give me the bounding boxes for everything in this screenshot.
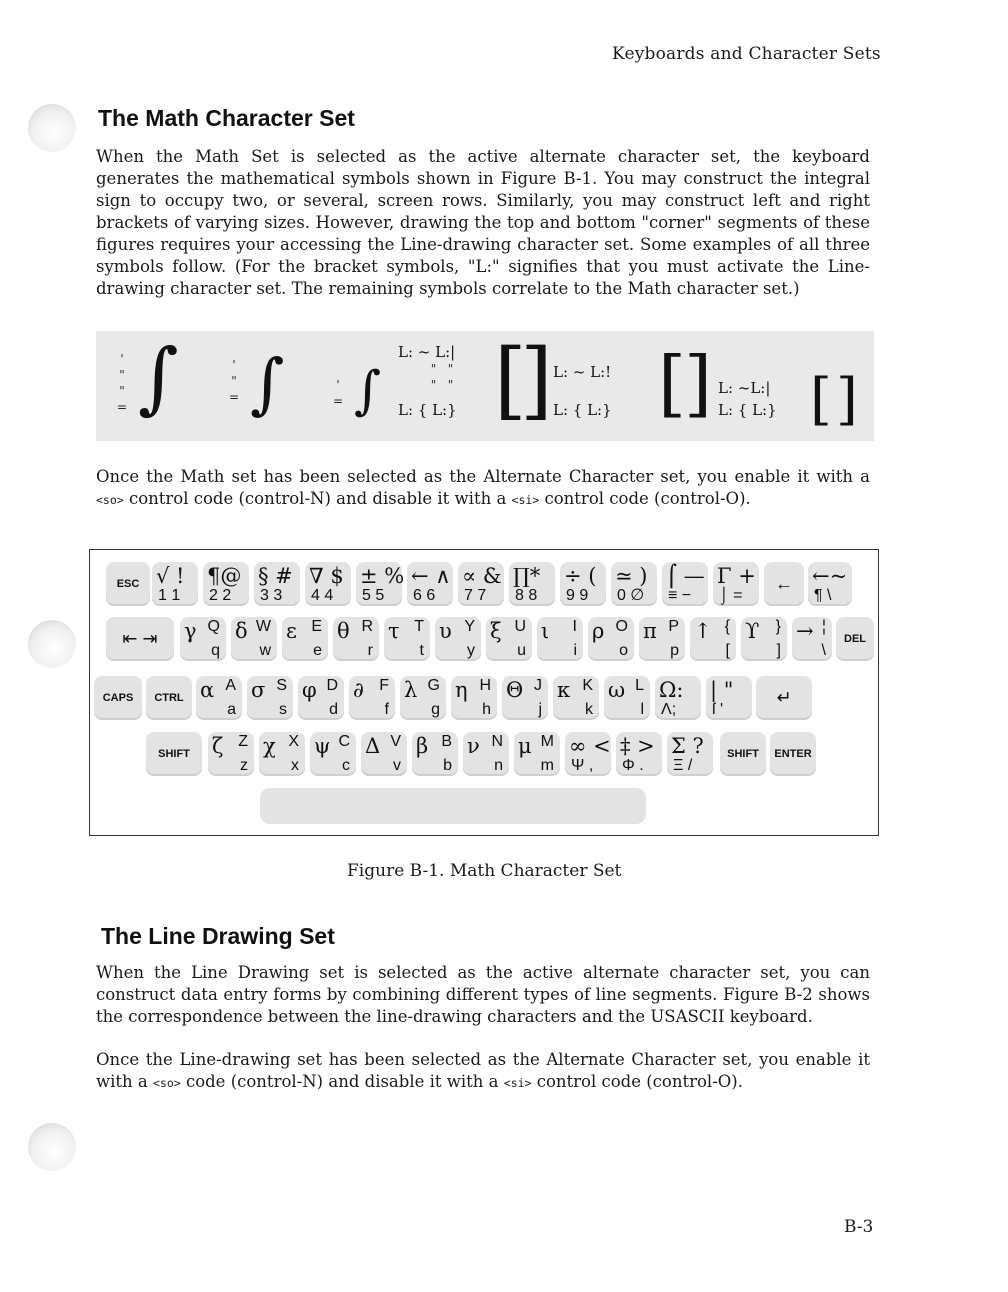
bracket-right-large: ]	[520, 331, 553, 429]
key-lower: l	[640, 701, 644, 718]
key-symbol-row2-0[interactable]	[106, 617, 174, 661]
key-glyph: δ	[235, 619, 248, 643]
key-upper: I	[572, 618, 577, 635]
key-symbol-row1-2[interactable]	[203, 562, 249, 606]
si-code: <si>	[511, 493, 540, 507]
key-lower: w	[259, 642, 271, 659]
bracket-label-top-3: L: ~L:|	[718, 379, 771, 397]
key-lower: b	[443, 757, 452, 774]
key-symbol-row1-4[interactable]	[305, 562, 351, 606]
key-glyph: ≃ )	[615, 564, 648, 588]
key-glyph: ι	[541, 619, 550, 643]
key-lower: f	[384, 701, 389, 718]
key-upper: {	[724, 618, 730, 635]
key-glyph: υ	[439, 619, 452, 643]
key-glyph: ∞ <	[569, 734, 611, 758]
key-upper: D	[326, 677, 338, 694]
key-t[interactable]	[384, 617, 430, 661]
key-b[interactable]	[412, 732, 458, 776]
key-u[interactable]	[486, 617, 532, 661]
key-n[interactable]	[463, 732, 509, 776]
key-lower: n	[494, 757, 503, 774]
bracket-label-top-2: L: ~ L:!	[553, 363, 612, 381]
key-i[interactable]	[537, 617, 583, 661]
key-glyph: ξ	[490, 619, 502, 643]
key-glyph: ¶@	[207, 564, 242, 588]
key-lower: ¶ \	[814, 587, 832, 604]
key-glyph: ⌠ —	[666, 564, 705, 588]
key-symbol-row1-1[interactable]	[152, 562, 198, 606]
key-v[interactable]	[361, 732, 407, 776]
bracket-quotes-1: " " " "	[430, 362, 454, 392]
key-enter[interactable]	[770, 732, 816, 776]
section-title-line-drawing: The Line Drawing Set	[101, 923, 335, 949]
key-symbol-row1-3[interactable]	[254, 562, 300, 606]
key-g[interactable]	[400, 676, 446, 720]
key-lower: x	[291, 757, 299, 774]
key-glyph: ∝ &	[462, 564, 502, 588]
key-glyph: Δ	[365, 734, 381, 758]
spacebar-key[interactable]	[260, 788, 646, 824]
key-glyph: ∇ $	[309, 564, 344, 588]
key-d[interactable]	[298, 676, 344, 720]
key-lower: ſ '	[712, 701, 724, 718]
key-lower: 1 1	[158, 587, 181, 604]
key-upper: J	[534, 677, 542, 694]
key-glyph: ↵	[776, 687, 792, 708]
key-glyph: ÷ (	[564, 564, 597, 588]
key-lower: \	[821, 642, 826, 659]
key-upper: M	[540, 733, 554, 750]
si-code-2: <si>	[503, 1076, 532, 1090]
key-glyph: ω	[608, 678, 626, 702]
key-lower: z	[240, 757, 248, 774]
key-shift[interactable]	[720, 732, 766, 776]
line-drawing-paragraph: When the Line Drawing set is selected as the active alternate character set, you can construct data entry forms by combining different types of line segments. Figure B-2 shows the correspondence between the line-drawing characters and the USASCII keyboard.	[96, 963, 870, 1026]
integral-glyph-2: ∫	[250, 345, 285, 422]
key-glyph: π	[643, 619, 657, 643]
key-glyph: √ !	[156, 564, 185, 588]
key-upper: U	[514, 618, 526, 635]
key-l[interactable]	[604, 676, 650, 720]
figure-caption: Figure B-1. Math Character Set	[347, 861, 622, 881]
key-glyph: ν	[467, 734, 480, 758]
key-upper: Y	[464, 618, 475, 635]
key-symbol-row4-9[interactable]	[616, 732, 662, 776]
key-glyph: α	[200, 678, 215, 702]
math-intro-paragraph: When the Math Set is selected as the active alternate character set, the keyboard generates the mathematical symbols shown in Figure B-1. You may construct the integral sign to occupy two, or several, screen rows. Similarly, you may construct left and right brackets of varying sizes. However, drawing the top and bottom "corner" segments of these figures requires your accessing the Line-drawing character set. Some examples of all three symbols follow. (For the bracket symbols, "L:" signifies that you must activate the Line-drawing character set. The remaining symbols correlate to the Math character set.)	[96, 147, 870, 298]
key-lower: 0 ∅	[617, 587, 645, 604]
key-q[interactable]	[180, 617, 226, 661]
bracket-left-small: [	[810, 367, 832, 432]
key-lower: c	[342, 757, 350, 774]
key-lower: h	[482, 701, 491, 718]
key-glyph: ← ∧	[411, 564, 451, 588]
key-upper: W	[255, 618, 271, 635]
key-upper: X	[288, 733, 299, 750]
key-glyph: η	[455, 678, 468, 702]
integral-parts-2: ' " =	[228, 358, 240, 404]
key-upper: K	[582, 677, 593, 694]
key-upper: E	[311, 618, 322, 635]
key-upper: T	[414, 618, 424, 635]
key-glyph: § #	[258, 564, 293, 588]
key-h[interactable]	[451, 676, 497, 720]
punch-hole-bottom	[28, 1123, 76, 1171]
key-lower: [	[725, 642, 730, 659]
key-lower: o	[619, 642, 628, 659]
punch-hole-middle	[28, 620, 76, 668]
key-j[interactable]	[502, 676, 548, 720]
key-label: ENTER	[774, 748, 812, 760]
key-label: SHIFT	[158, 748, 190, 760]
key-glyph: ←~	[812, 564, 848, 588]
key-lower: Ψ ,	[571, 757, 594, 774]
key-glyph: μ	[518, 734, 532, 758]
key-upper: F	[379, 677, 389, 694]
key-lower: k	[585, 701, 593, 718]
key-a[interactable]	[196, 676, 242, 720]
key-lower: r	[367, 642, 373, 659]
key-glyph: β	[416, 734, 429, 758]
key-label: ESC	[116, 578, 140, 590]
key-w[interactable]	[231, 617, 277, 661]
key-symbol-row4-8[interactable]	[565, 732, 611, 776]
key-glyph: Θ	[506, 678, 524, 702]
bracket-label-bottom-1: L: { L:}	[398, 401, 457, 419]
key-upper: A	[225, 677, 236, 694]
key-glyph: ←	[775, 573, 793, 594]
key-glyph: κ	[557, 678, 571, 702]
bracket-left-medium: [	[658, 341, 687, 425]
key-f[interactable]	[349, 676, 395, 720]
bracket-label-bottom-2: L: { L:}	[553, 401, 612, 419]
key-upper: P	[668, 618, 679, 635]
key-symbol-row1-12[interactable]	[713, 562, 759, 606]
key-symbol-row3-13[interactable]	[756, 676, 812, 720]
key-ctrl[interactable]	[146, 676, 192, 720]
key-glyph: τ	[388, 619, 400, 643]
key-glyph: ρ	[592, 619, 605, 643]
key-[interactable]	[690, 617, 736, 661]
key-c[interactable]	[310, 732, 356, 776]
key-upper: Z	[238, 733, 248, 750]
key-symbol-row1-6[interactable]	[407, 562, 453, 606]
key-symbol-row3-12[interactable]	[706, 676, 752, 720]
key-upper: G	[427, 677, 440, 694]
key-lower: 7 7	[464, 587, 487, 604]
key-lower: Φ .	[622, 757, 644, 774]
key-lower: t	[419, 642, 424, 659]
key-glyph: θ	[337, 619, 350, 643]
key-esc[interactable]	[106, 562, 150, 606]
bracket-left-large: [	[494, 331, 527, 429]
key-glyph: Γ +	[717, 564, 756, 588]
key-lower: m	[540, 757, 554, 774]
key-lower: ≡ −	[668, 587, 692, 604]
key-glyph: φ	[302, 678, 317, 702]
key-glyph: | "	[710, 678, 734, 702]
bracket-right-small: ]	[836, 367, 858, 432]
key-glyph: →	[796, 619, 814, 643]
line-drawing-enable-paragraph: Once the Line-drawing set has been selected as the Alternate Character set, you enable it with a <so> code (control-N) and disable it with a <si> control code (control-O).	[96, 1050, 870, 1091]
key-r[interactable]	[333, 617, 379, 661]
key-upper: C	[338, 733, 350, 750]
key-z[interactable]	[208, 732, 254, 776]
integral-parts-3: ' =	[332, 378, 344, 408]
key-symbol-row1-5[interactable]	[356, 562, 405, 606]
key-upper: L	[635, 677, 644, 694]
key-glyph: ⇤ ⇥	[122, 628, 158, 649]
key-symbol-row1-13[interactable]	[764, 562, 804, 606]
math-keyboard-figure	[89, 549, 879, 836]
key-lower: 8 8	[515, 587, 538, 604]
key-shift[interactable]	[146, 732, 202, 776]
key-glyph: ∂	[353, 678, 364, 702]
symbol-example-strip	[96, 331, 874, 441]
bracket-label-top-1: L: ~ L:|	[398, 343, 456, 361]
key-label: CTRL	[154, 692, 184, 704]
key-lower: 4 4	[311, 587, 334, 604]
key-p[interactable]	[639, 617, 685, 661]
key-del[interactable]	[836, 617, 874, 661]
key-symbol-row1-14[interactable]	[808, 562, 852, 606]
key-label: SHIFT	[727, 748, 759, 760]
key-symbol-row4-10[interactable]	[667, 732, 713, 776]
bracket-label-bottom-3: L: { L:}	[718, 401, 777, 419]
key-x[interactable]	[259, 732, 305, 776]
key-y[interactable]	[435, 617, 481, 661]
key-lower: a	[227, 701, 236, 718]
key-lower: Ξ /	[673, 757, 693, 774]
math-enable-paragraph: Once the Math set has been selected as the Alternate Character set, you enable it with a <so> control code (control-N) and disable it with a <si> control code (control-O).	[96, 467, 870, 508]
key-symbol-row3-11[interactable]	[655, 676, 701, 720]
key-lower: Λ;	[661, 701, 677, 718]
key-upper: O	[615, 618, 628, 635]
key-m[interactable]	[514, 732, 560, 776]
key-upper: N	[491, 733, 503, 750]
key-label: DEL	[844, 633, 866, 645]
key-lower: ]	[776, 642, 781, 659]
key-lower: g	[431, 701, 440, 718]
key-glyph: ϒ	[745, 619, 760, 643]
key-glyph: χ	[263, 734, 276, 758]
key-symbol-row1-9[interactable]	[560, 562, 606, 606]
key-glyph: Σ ?	[671, 734, 704, 758]
key-glyph: ∏*	[513, 564, 541, 588]
key-symbol-row1-8[interactable]	[509, 562, 555, 606]
punch-hole-top	[28, 104, 76, 152]
key-lower: 9 9	[566, 587, 589, 604]
key-upper: V	[390, 733, 401, 750]
key-lower: q	[211, 642, 220, 659]
so-code-2: <so>	[153, 1076, 181, 1090]
integral-parts-1: ' " " =	[116, 352, 128, 414]
key-lower: 2 2	[209, 587, 232, 604]
key-lower: v	[393, 757, 401, 774]
integral-glyph-3: ∫	[354, 361, 382, 421]
section-title-math: The Math Character Set	[98, 105, 355, 131]
key-[interactable]	[741, 617, 787, 661]
so-code: <so>	[96, 493, 124, 507]
key-lower: s	[279, 701, 287, 718]
key-lower: ⌡ =	[719, 587, 743, 604]
key-lower: p	[670, 642, 679, 659]
key-lower: j	[538, 701, 542, 718]
key-lower: i	[573, 642, 577, 659]
key-glyph: λ	[404, 678, 418, 702]
key-glyph: ‡ >	[620, 734, 655, 758]
key-glyph: Ω:	[659, 678, 684, 702]
running-head: Keyboards and Character Sets	[612, 44, 881, 64]
key-o[interactable]	[588, 617, 634, 661]
bracket-right-medium: ]	[684, 341, 713, 425]
key-upper: R	[361, 618, 373, 635]
key-upper: Q	[207, 618, 220, 635]
key-glyph: ε	[286, 619, 297, 643]
key-upper: ¦	[821, 618, 826, 635]
key-glyph: ζ	[212, 734, 224, 758]
key-s[interactable]	[247, 676, 293, 720]
key-e[interactable]	[282, 617, 328, 661]
key-lower: 5 5	[362, 587, 385, 604]
key-symbol-row1-7[interactable]	[458, 562, 504, 606]
key-glyph: ↑	[694, 619, 712, 643]
key-lower: u	[517, 642, 526, 659]
key-lower: d	[329, 701, 338, 718]
key-upper: H	[479, 677, 491, 694]
key-glyph: ψ	[314, 734, 331, 758]
key-symbol-row1-11[interactable]	[662, 562, 708, 606]
key-symbol-row1-10[interactable]	[611, 562, 657, 606]
key-glyph: σ	[251, 678, 266, 702]
key-glyph: γ	[184, 619, 197, 643]
key-lower: 3 3	[260, 587, 283, 604]
key-glyph: ± %	[360, 564, 405, 588]
key-label: CAPS	[102, 692, 134, 704]
key-k[interactable]	[553, 676, 599, 720]
page-number: B-3	[844, 1217, 874, 1237]
key-upper: }	[775, 618, 781, 635]
key-caps[interactable]	[94, 676, 142, 720]
key-lower: y	[467, 642, 475, 659]
key-lower: e	[313, 642, 322, 659]
key-upper: S	[276, 677, 287, 694]
key-upper: B	[441, 733, 452, 750]
integral-glyph-1: ∫	[138, 333, 179, 423]
key-[interactable]	[792, 617, 832, 661]
key-lower: 6 6	[413, 587, 436, 604]
